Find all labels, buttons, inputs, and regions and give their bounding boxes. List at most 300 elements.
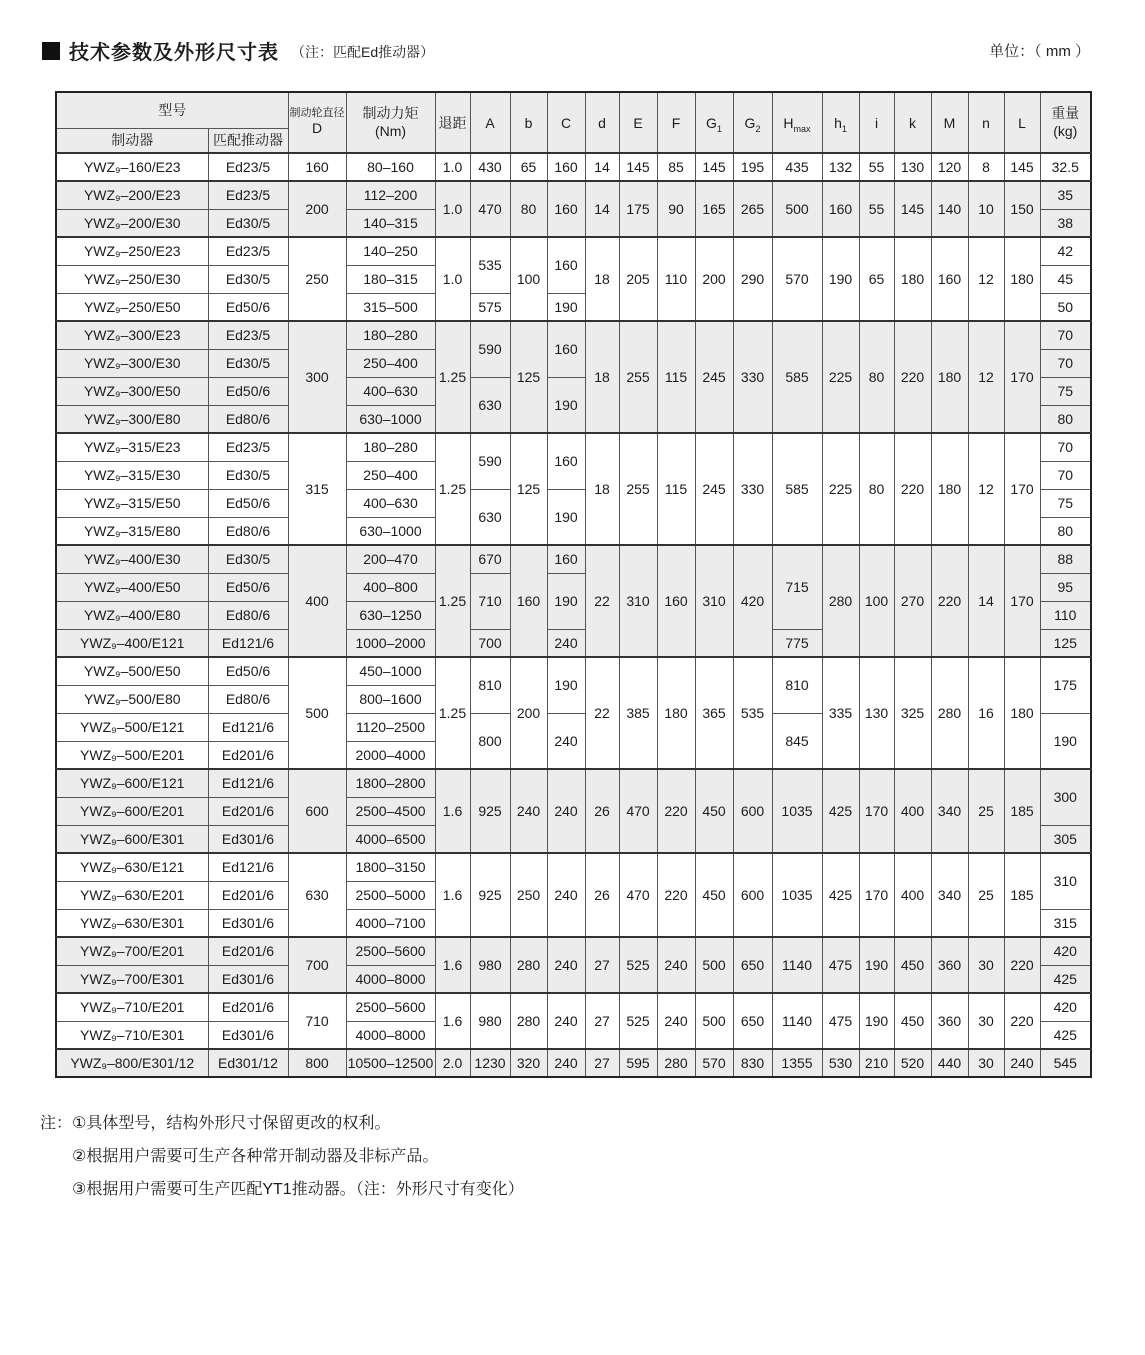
spec-value-cell: 365 [695,657,733,769]
header-brake: 制动器 [56,128,208,153]
spec-value-cell: 18 [585,237,619,321]
spec-value-cell: 165 [695,181,733,237]
spec-value-cell: 500 [772,181,822,237]
spec-value-cell: 400–800 [346,573,435,601]
spec-value-cell: 420 [733,545,772,657]
spec-value-cell: 180–280 [346,321,435,349]
spec-value-cell: Ed23/5 [208,153,288,181]
spec-value-cell: Ed30/5 [208,209,288,237]
spec-value-cell: 2500–5600 [346,993,435,1021]
spec-value-cell: 570 [772,237,822,321]
spec-value-cell: 385 [619,657,657,769]
spec-value-cell: 535 [733,657,772,769]
spec-value-cell: 265 [733,181,772,237]
spec-value-cell: 190 [547,377,585,433]
spec-value-cell: 310 [619,545,657,657]
brake-model-cell: YWZ₉–400/E30 [56,545,208,573]
spec-value-cell: 180 [657,657,695,769]
spec-value-cell: 315–500 [346,293,435,321]
spec-value-cell: 112–200 [346,181,435,209]
spec-value-cell: 800 [470,713,510,769]
spec-value-cell: 575 [470,293,510,321]
spec-value-cell: Ed23/5 [208,321,288,349]
spec-value-cell: 450 [894,937,931,993]
spec-value-cell: 190 [859,937,894,993]
spec-value-cell: 160 [547,545,585,573]
spec-value-cell: 150 [1004,181,1040,237]
spec-value-cell: 80–160 [346,153,435,181]
spec-table-body [56,153,1091,1077]
spec-value-cell: 160 [510,545,547,657]
spec-value-cell: 110 [1040,601,1091,629]
spec-value-cell: Ed30/5 [208,461,288,489]
spec-value-cell: Ed80/6 [208,601,288,629]
spec-value-cell: 630–1250 [346,601,435,629]
spec-value-cell: Ed301/12 [208,1049,288,1077]
spec-value-cell: 30 [968,993,1004,1049]
brake-model-cell: YWZ₉–710/E201 [56,993,208,1021]
table-row [56,657,1091,685]
spec-value-cell: 535 [470,237,510,293]
spec-value-cell: 630 [288,853,346,937]
spec-value-cell: 220 [1004,993,1040,1049]
spec-value-cell: 530 [822,1049,859,1077]
spec-value-cell: 450 [695,853,733,937]
spec-value-cell: 340 [931,769,968,853]
spec-value-cell: 25 [968,853,1004,937]
spec-value-cell: 250–400 [346,461,435,489]
spec-value-cell: 190 [547,293,585,321]
spec-value-cell: 800–1600 [346,685,435,713]
spec-value-cell: 320 [510,1049,547,1077]
spec-value-cell: 110 [657,237,695,321]
spec-value-cell: Ed301/6 [208,965,288,993]
brake-model-cell: YWZ₉–300/E80 [56,405,208,433]
spec-value-cell: 190 [822,237,859,321]
spec-value-cell: 1000–2000 [346,629,435,657]
spec-value-cell: 80 [510,181,547,237]
spec-value-cell: 220 [657,853,695,937]
spec-value-cell: 500 [288,657,346,769]
spec-value-cell: 1035 [772,853,822,937]
spec-value-cell: 38 [1040,209,1091,237]
spec-value-cell: 175 [1040,657,1091,713]
table-row [56,1049,1091,1077]
spec-value-cell: 420 [1040,993,1091,1021]
spec-value-cell: 27 [585,937,619,993]
spec-value-cell: 200 [288,181,346,237]
brake-model-cell: YWZ₉–800/E301/12 [56,1049,208,1077]
spec-value-cell: 600 [733,853,772,937]
spec-table [55,91,1092,1078]
spec-value-cell: 600 [733,769,772,853]
brake-model-cell: YWZ₉–630/E301 [56,909,208,937]
spec-value-cell: Ed50/6 [208,489,288,517]
spec-value-cell: 255 [619,433,657,545]
spec-value-cell: 160 [288,153,346,181]
spec-value-cell: 1035 [772,769,822,853]
spec-value-cell: 26 [585,769,619,853]
spec-value-cell: 85 [657,153,695,181]
header-dim-G2: $G_2$ [733,92,772,153]
header-weight: 重量 (kg) [1040,92,1091,153]
spec-value-cell: 27 [585,993,619,1049]
spec-value-cell: 4000–7100 [346,909,435,937]
header-dim-d: d [585,92,619,153]
brake-model-cell: YWZ₉–315/E23 [56,433,208,461]
spec-value-cell: 1800–3150 [346,853,435,881]
spec-value-cell: 160 [547,433,585,489]
spec-value-cell: 190 [547,489,585,545]
spec-value-cell: Ed30/5 [208,349,288,377]
page-header [0,0,1145,65]
spec-value-cell: 140 [931,181,968,237]
header-dim-Hmax: $H_{max}$ [772,92,822,153]
spec-value-cell: 27 [585,1049,619,1077]
header-dim-k: k [894,92,931,153]
spec-value-cell: 400–630 [346,377,435,405]
spec-value-cell: 185 [1004,853,1040,937]
spec-value-cell: 280 [822,545,859,657]
table-row [56,993,1091,1021]
spec-value-cell: 160 [547,153,585,181]
spec-value-cell: 630 [470,377,510,433]
table-row [56,937,1091,965]
spec-value-cell: 75 [1040,489,1091,517]
spec-value-cell: 245 [695,321,733,433]
spec-value-cell: 590 [470,321,510,377]
spec-value-cell: 315 [1040,909,1091,937]
header-dim-A: A [470,92,510,153]
header-model: 型号 [56,92,288,128]
spec-value-cell: 980 [470,993,510,1049]
spec-value-cell: 160 [547,321,585,377]
spec-value-cell: 22 [585,545,619,657]
spec-value-cell: 240 [547,713,585,769]
spec-value-cell: Ed201/6 [208,797,288,825]
spec-value-cell: Ed23/5 [208,237,288,265]
spec-value-cell: 200–470 [346,545,435,573]
spec-value-cell: 1.6 [435,937,470,993]
spec-value-cell: 8 [968,153,1004,181]
spec-value-cell: 710 [470,573,510,629]
spec-value-cell: 600 [288,769,346,853]
spec-value-cell: 435 [772,153,822,181]
spec-value-cell: Ed23/5 [208,433,288,461]
brake-model-cell: YWZ₉–250/E50 [56,293,208,321]
spec-value-cell: 255 [619,321,657,433]
spec-value-cell: 595 [619,1049,657,1077]
spec-value-cell: 400–630 [346,489,435,517]
spec-value-cell: 160 [822,181,859,237]
header-dim-F: F [657,92,695,153]
table-row [56,181,1091,209]
spec-value-cell: 310 [1040,853,1091,909]
spec-value-cell: 1.6 [435,769,470,853]
spec-value-cell: 305 [1040,825,1091,853]
spec-value-cell: 30 [968,937,1004,993]
spec-value-cell: 240 [547,853,585,937]
spec-value-cell: 1.6 [435,993,470,1049]
spec-value-cell: 1120–2500 [346,713,435,741]
spec-value-cell: 700 [288,937,346,993]
spec-value-cell: 80 [859,321,894,433]
spec-value-cell: 145 [894,181,931,237]
header-dim-b: b [510,92,547,153]
spec-value-cell: 160 [931,237,968,321]
brake-model-cell: YWZ₉–500/E201 [56,741,208,769]
header-torque: 制动力矩 (Nm) [346,92,435,153]
spec-value-cell: 925 [470,769,510,853]
spec-value-cell: Ed50/6 [208,293,288,321]
spec-value-cell: 18 [585,433,619,545]
spec-value-cell: 475 [822,993,859,1049]
spec-value-cell: 290 [733,237,772,321]
spec-value-cell: 440 [931,1049,968,1077]
spec-value-cell: 1.25 [435,657,470,769]
spec-value-cell: 220 [931,545,968,657]
spec-value-cell: 225 [822,433,859,545]
spec-value-cell: 1.25 [435,545,470,657]
spec-value-cell: 10 [968,181,1004,237]
spec-value-cell: 16 [968,657,1004,769]
spec-value-cell: 325 [894,657,931,769]
spec-table-header [56,92,1091,153]
note-item-3: ③根据用户需要可生产匹配YT1推动器。（注：外形尺寸有变化） [72,1180,524,1198]
brake-model-cell: YWZ₉–500/E50 [56,657,208,685]
spec-value-cell: 170 [859,853,894,937]
header-wheel-diameter: 制动轮直径 D [288,92,346,153]
spec-value-cell: 400 [894,853,931,937]
spec-value-cell: 2.0 [435,1049,470,1077]
spec-value-cell: 800 [288,1049,346,1077]
spec-value-cell: 525 [619,993,657,1049]
spec-value-cell: 400 [288,545,346,657]
spec-value-cell: 125 [510,321,547,433]
spec-value-cell: 130 [894,153,931,181]
spec-value-cell: Ed80/6 [208,685,288,713]
spec-value-cell: 65 [859,237,894,321]
spec-value-cell: 180 [931,321,968,433]
spec-value-cell: 475 [822,937,859,993]
spec-value-cell: 280 [657,1049,695,1077]
spec-value-cell: 10500–12500 [346,1049,435,1077]
spec-value-cell: 120 [931,153,968,181]
spec-value-cell: 450 [894,993,931,1049]
spec-value-cell: 80 [1040,405,1091,433]
spec-value-cell: 50 [1040,293,1091,321]
spec-value-cell: 130 [859,657,894,769]
spec-value-cell: 270 [894,545,931,657]
unit-label: 单位：（ mm ） [989,43,1090,60]
spec-value-cell: 175 [619,181,657,237]
spec-value-cell: 470 [619,853,657,937]
spec-value-cell: 545 [1040,1049,1091,1077]
spec-value-cell: Ed50/6 [208,377,288,405]
spec-value-cell: 2500–5600 [346,937,435,965]
note-item-1: ①具体型号，结构外形尺寸保留更改的权利。 [72,1115,391,1132]
spec-value-cell: 925 [470,853,510,937]
spec-value-cell: 245 [695,433,733,545]
spec-value-cell: 180 [894,237,931,321]
spec-value-cell: 115 [657,433,695,545]
spec-value-cell: Ed121/6 [208,629,288,657]
spec-value-cell: 335 [822,657,859,769]
spec-value-cell: 240 [547,1049,585,1077]
spec-value-cell: 300 [1040,769,1091,825]
spec-value-cell: 1.0 [435,153,470,181]
spec-value-cell: 140–250 [346,237,435,265]
spec-value-cell: 25 [968,769,1004,853]
table-row [56,545,1091,573]
spec-value-cell: 250–400 [346,349,435,377]
spec-value-cell: 90 [657,181,695,237]
header-retreat: 退距 [435,92,470,153]
spec-value-cell: 4000–6500 [346,825,435,853]
brake-model-cell: YWZ₉–600/E201 [56,797,208,825]
spec-value-cell: 30 [968,1049,1004,1077]
table-row [56,853,1091,881]
spec-value-cell: 1.0 [435,237,470,321]
table-row [56,433,1091,461]
spec-value-cell: 14 [585,181,619,237]
spec-value-cell: 845 [772,713,822,769]
header-dim-n: n [968,92,1004,153]
spec-value-cell: Ed30/5 [208,545,288,573]
spec-value-cell: 630 [470,489,510,545]
brake-model-cell: YWZ₉–250/E23 [56,237,208,265]
spec-value-cell: 195 [733,153,772,181]
spec-value-cell: 525 [619,937,657,993]
spec-value-cell: 240 [547,937,585,993]
spec-value-cell: Ed30/5 [208,265,288,293]
spec-value-cell: 45 [1040,265,1091,293]
spec-value-cell: 280 [510,993,547,1049]
spec-value-cell: 145 [619,153,657,181]
notes-label: 注： [40,1115,73,1132]
spec-value-cell: 830 [733,1049,772,1077]
brake-model-cell: YWZ₉–160/E23 [56,153,208,181]
spec-value-cell: 70 [1040,349,1091,377]
spec-value-cell: 1.25 [435,433,470,545]
notes [40,1108,1145,1206]
spec-value-cell: 470 [470,181,510,237]
brake-model-cell: YWZ₉–710/E301 [56,1021,208,1049]
spec-value-cell: 14 [968,545,1004,657]
header-dim-E: E [619,92,657,153]
brake-model-cell: YWZ₉–500/E121 [56,713,208,741]
header-dim-M: M [931,92,968,153]
spec-value-cell: 145 [695,153,733,181]
spec-value-cell: 1.0 [435,181,470,237]
spec-value-cell: 115 [657,321,695,433]
spec-value-cell: 520 [894,1049,931,1077]
spec-value-cell: 180–280 [346,433,435,461]
brake-model-cell: YWZ₉–400/E80 [56,601,208,629]
spec-value-cell: 425 [822,769,859,853]
spec-value-cell: 95 [1040,573,1091,601]
spec-value-cell: 42 [1040,237,1091,265]
spec-value-cell: 35 [1040,181,1091,209]
table-row [56,769,1091,797]
spec-value-cell: 240 [1004,1049,1040,1077]
spec-value-cell: 430 [470,153,510,181]
spec-value-cell: 2500–5000 [346,881,435,909]
spec-value-cell: 240 [657,993,695,1049]
spec-value-cell: 1230 [470,1049,510,1077]
spec-value-cell: 170 [1004,545,1040,657]
spec-value-cell: Ed201/6 [208,741,288,769]
spec-value-cell: 4000–8000 [346,1021,435,1049]
table-row [56,153,1091,181]
spec-value-cell: 160 [547,181,585,237]
spec-value-cell: 340 [931,853,968,937]
spec-value-cell: 240 [547,769,585,853]
spec-value-cell: Ed301/6 [208,909,288,937]
spec-value-cell: 1140 [772,937,822,993]
spec-value-cell: 210 [859,1049,894,1077]
spec-value-cell: 125 [1040,629,1091,657]
header-dim-h1: $h_1$ [822,92,859,153]
spec-value-cell: Ed121/6 [208,769,288,797]
spec-value-cell: 80 [1040,517,1091,545]
spec-value-cell: Ed80/6 [208,517,288,545]
table-row [56,237,1091,265]
spec-value-cell: 180 [1004,657,1040,769]
brake-model-cell: YWZ₉–315/E50 [56,489,208,517]
spec-value-cell: 250 [288,237,346,321]
spec-value-cell: 88 [1040,545,1091,573]
spec-value-cell: 585 [772,321,822,433]
spec-value-cell: 300 [288,321,346,433]
notes-items [72,1108,1145,1206]
spec-value-cell: 12 [968,237,1004,321]
spec-value-cell: 220 [894,433,931,545]
spec-value-cell: 180–315 [346,265,435,293]
brake-model-cell: YWZ₉–700/E201 [56,937,208,965]
spec-value-cell: 220 [894,321,931,433]
brake-model-cell: YWZ₉–700/E301 [56,965,208,993]
spec-value-cell: 70 [1040,321,1091,349]
spec-value-cell: 200 [510,657,547,769]
spec-value-cell: 570 [695,1049,733,1077]
spec-value-cell: 140–315 [346,209,435,237]
spec-value-cell: 145 [1004,153,1040,181]
spec-value-cell: 980 [470,937,510,993]
brake-model-cell: YWZ₉–630/E121 [56,853,208,881]
title-note: （注：匹配Ed推动器） [291,44,435,60]
spec-value-cell: 22 [585,657,619,769]
spec-value-cell: 650 [733,993,772,1049]
spec-value-cell: 160 [547,237,585,293]
page-title: 技术参数及外形尺寸表 [69,42,279,64]
brake-model-cell: YWZ₉–300/E50 [56,377,208,405]
spec-value-cell: 810 [470,657,510,713]
spec-value-cell: Ed301/6 [208,825,288,853]
brake-model-cell: YWZ₉–600/E121 [56,769,208,797]
spec-value-cell: 190 [547,573,585,629]
header-dim-L: L [1004,92,1040,153]
spec-value-cell: 310 [695,545,733,657]
spec-value-cell: 715 [772,545,822,629]
brake-model-cell: YWZ₉–500/E80 [56,685,208,713]
note-item-2: ②根据用户需要可生产各种常开制动器及非标产品。 [72,1147,439,1165]
spec-value-cell: 240 [547,993,585,1049]
spec-value-cell: 500 [695,993,733,1049]
spec-value-cell: 225 [822,321,859,433]
spec-value-cell: Ed201/6 [208,881,288,909]
spec-value-cell: 1355 [772,1049,822,1077]
